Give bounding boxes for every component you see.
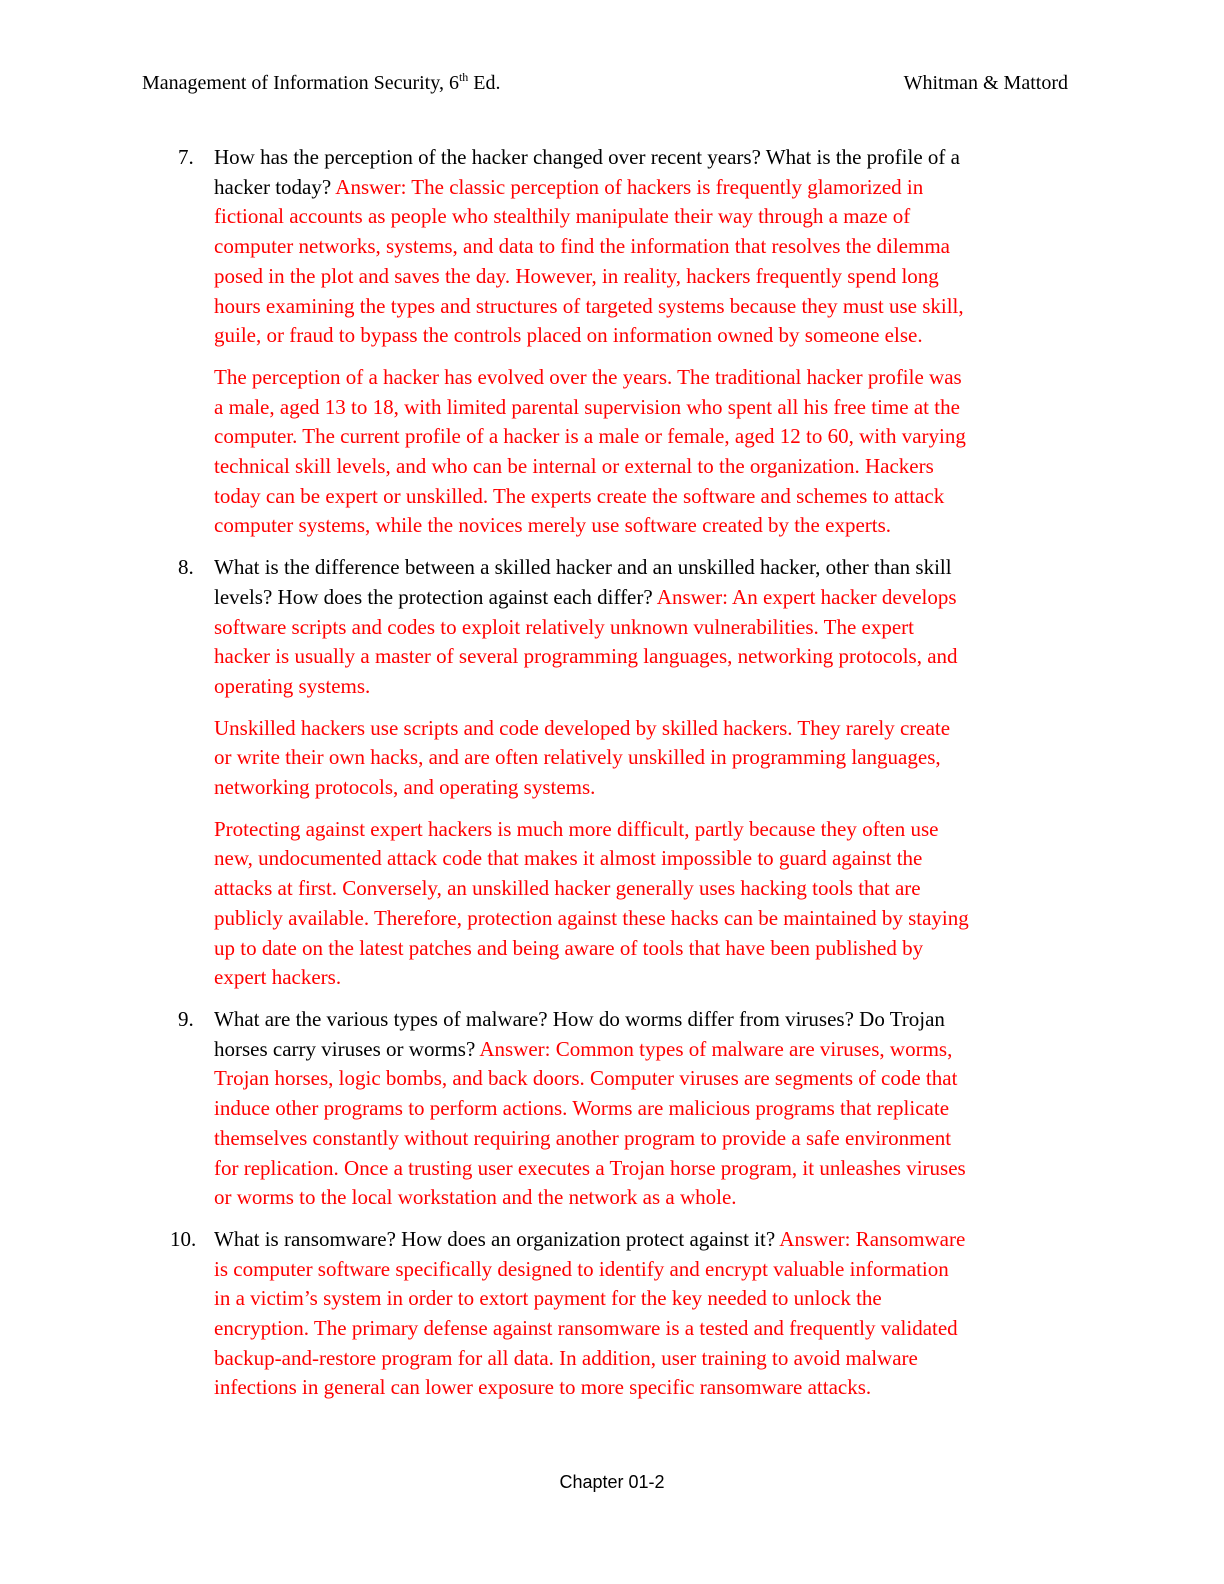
answer-text: Trojan horses, logic bombs, and back doors. Computer viruses are segments of code that bbox=[214, 1066, 958, 1091]
text-line bbox=[214, 202, 1224, 232]
text-line bbox=[214, 173, 1224, 203]
answer-text: technical skill levels, and who can be internal or external to the organization. Hackers bbox=[214, 454, 934, 479]
question-item bbox=[0, 143, 1224, 541]
answer-text: Answer: Common types of malware are viruses, worms, bbox=[479, 1036, 953, 1061]
question-number: 8. bbox=[178, 555, 194, 580]
text-line bbox=[214, 904, 1224, 934]
answer-text: hours examining the types and structures of targeted systems because they must use skill, bbox=[214, 293, 964, 318]
header-authors: Whitman & Mattord bbox=[903, 72, 1068, 94]
answer-text: themselves constantly without requiring another program to provide a safe environment bbox=[214, 1125, 952, 1150]
answer-text: new, undocumented attack code that makes it almost impossible to guard against the bbox=[214, 846, 923, 871]
paragraph bbox=[214, 815, 1224, 993]
answer-text: for replication. Once a trusting user executes a Trojan horse program, it unleashes viruses bbox=[214, 1155, 966, 1180]
text-line bbox=[214, 874, 1224, 904]
answer-text: Answer: An expert hacker develops bbox=[656, 584, 957, 609]
answer-text: networking protocols, and operating systems. bbox=[214, 775, 596, 800]
text-line bbox=[214, 1255, 1224, 1285]
text-line bbox=[214, 482, 1224, 512]
page-footer: Chapter 01-2 bbox=[559, 1472, 665, 1492]
text-line bbox=[214, 1124, 1224, 1154]
paragraph bbox=[214, 1225, 1224, 1403]
answer-text: up to date on the latest patches and being aware of tools that have been published by bbox=[214, 935, 924, 960]
text-line bbox=[214, 714, 1224, 744]
text-line bbox=[214, 1373, 1224, 1403]
question-number: 9. bbox=[178, 1006, 194, 1031]
paragraph bbox=[214, 553, 1224, 702]
answer-text: Protecting against expert hackers is much more difficult, partly because they often use bbox=[214, 816, 939, 841]
answer-text: guile, or fraud to bypass the controls placed on information owned by someone else. bbox=[214, 323, 923, 348]
text-line bbox=[214, 1035, 1224, 1065]
header-title-suffix: Ed. bbox=[468, 72, 501, 94]
text-line bbox=[214, 815, 1224, 845]
answer-text: operating systems. bbox=[214, 673, 371, 698]
answer-text: Answer: The classic perception of hackers is frequently glamorized in bbox=[335, 174, 924, 199]
text-line bbox=[214, 292, 1224, 322]
text-line bbox=[214, 422, 1224, 452]
header-title-sup: th bbox=[458, 70, 469, 84]
answer-text: fictional accounts as people who stealthily manipulate their way through a maze of bbox=[214, 204, 911, 229]
text-line bbox=[214, 1064, 1224, 1094]
answer-text: is computer software specifically designed to identify and encrypt valuable information bbox=[214, 1256, 949, 1281]
question-text: What is the difference between a skilled hacker and an unskilled hacker, other than skill bbox=[214, 555, 952, 580]
text-line bbox=[214, 844, 1224, 874]
answer-text: publicly available. Therefore, protection against these hacks can be maintained by staying bbox=[214, 905, 969, 930]
question-text: How has the perception of the hacker changed over recent years? What is the profile of a bbox=[214, 145, 960, 169]
question-list bbox=[0, 143, 1224, 1415]
text-line bbox=[214, 393, 1224, 423]
answer-text: a male, aged 13 to 18, with limited parental supervision who spent all his free time at the bbox=[214, 394, 960, 419]
text-line bbox=[214, 1005, 1224, 1035]
answer-text: or worms to the local workstation and the network as a whole. bbox=[214, 1185, 737, 1210]
text-line bbox=[214, 1344, 1224, 1374]
text-line bbox=[214, 934, 1224, 964]
answer-text: or write their own hacks, and are often relatively unskilled in programming languages, bbox=[214, 745, 941, 770]
text-line bbox=[214, 452, 1224, 482]
question-item bbox=[0, 553, 1224, 993]
text-line bbox=[214, 1314, 1224, 1344]
answer-text: expert hackers. bbox=[214, 965, 342, 990]
question-item bbox=[0, 1005, 1224, 1213]
text-line bbox=[214, 511, 1224, 541]
answer-text: attacks at first. Conversely, an unskilled hacker generally uses hacking tools that are bbox=[214, 876, 921, 901]
answer-text: in a victim’s system in order to extort payment for the key needed to unlock the bbox=[214, 1286, 882, 1311]
paragraph bbox=[214, 1005, 1224, 1213]
answer-text: infections in general can lower exposure to more specific ransomware attacks. bbox=[214, 1375, 872, 1400]
text-line bbox=[214, 743, 1224, 773]
header-title bbox=[142, 72, 501, 95]
question-text: levels? How does the protection against each differ? bbox=[214, 584, 657, 609]
answer-text: Unskilled hackers use scripts and code developed by skilled hackers. They rarely create bbox=[214, 715, 951, 740]
text-line bbox=[214, 963, 1224, 993]
text-line bbox=[214, 773, 1224, 803]
answer-text: software scripts and codes to exploit relatively unknown vulnerabilities. The expert bbox=[214, 614, 915, 639]
text-line bbox=[214, 232, 1224, 262]
paragraph bbox=[214, 363, 1224, 541]
question-item bbox=[0, 1225, 1224, 1403]
text-line bbox=[214, 613, 1224, 643]
text-line bbox=[214, 1225, 1224, 1255]
answer-text: Answer: Ransomware bbox=[779, 1226, 966, 1251]
text-line bbox=[214, 143, 1224, 173]
question-number: 10. bbox=[170, 1226, 197, 1251]
text-line bbox=[214, 642, 1224, 672]
question-text: What are the various types of malware? How do worms differ from viruses? Do Trojan bbox=[214, 1006, 945, 1031]
question-number: 7. bbox=[178, 145, 194, 169]
text-line bbox=[214, 583, 1224, 613]
paragraph bbox=[214, 714, 1224, 803]
answer-text: The perception of a hacker has evolved over the years. The traditional hacker profile was bbox=[214, 364, 962, 389]
answer-text: induce other programs to perform actions. Worms are malicious programs that replicate bbox=[214, 1096, 950, 1121]
text-line bbox=[214, 1094, 1224, 1124]
answer-text: posed in the plot and saves the day. However, in reality, hackers frequently spend long bbox=[214, 263, 939, 288]
answer-text: encryption. The primary defense against ransomware is a tested and frequently validated bbox=[214, 1316, 958, 1341]
paragraph bbox=[214, 143, 1224, 351]
header-title-text: Management of Information Security, 6 bbox=[142, 72, 459, 94]
text-line bbox=[214, 1154, 1224, 1184]
answer-text: backup-and-restore program for all data. In addition, user training to avoid malware bbox=[214, 1345, 918, 1370]
question-text: hacker today? bbox=[214, 174, 336, 199]
answer-text: hacker is usually a master of several programming languages, networking protocols, and bbox=[214, 644, 958, 669]
text-line bbox=[214, 1284, 1224, 1314]
text-line bbox=[214, 1183, 1224, 1213]
question-text: What is ransomware? How does an organization protect against it? bbox=[214, 1226, 780, 1251]
text-line bbox=[214, 321, 1224, 351]
text-line bbox=[214, 363, 1224, 393]
answer-text: computer systems, while the novices merely use software created by the experts. bbox=[214, 513, 892, 538]
answer-text: computer. The current profile of a hacker is a male or female, aged 12 to 60, with varying bbox=[214, 424, 966, 449]
answer-text: computer networks, systems, and data to find the information that resolves the dilemma bbox=[214, 234, 950, 259]
text-line bbox=[214, 262, 1224, 292]
question-text: horses carry viruses or worms? bbox=[214, 1036, 480, 1061]
answer-text: today can be expert or unskilled. The experts create the software and schemes to attack bbox=[214, 483, 945, 508]
text-line bbox=[214, 553, 1224, 583]
text-line bbox=[214, 672, 1224, 702]
